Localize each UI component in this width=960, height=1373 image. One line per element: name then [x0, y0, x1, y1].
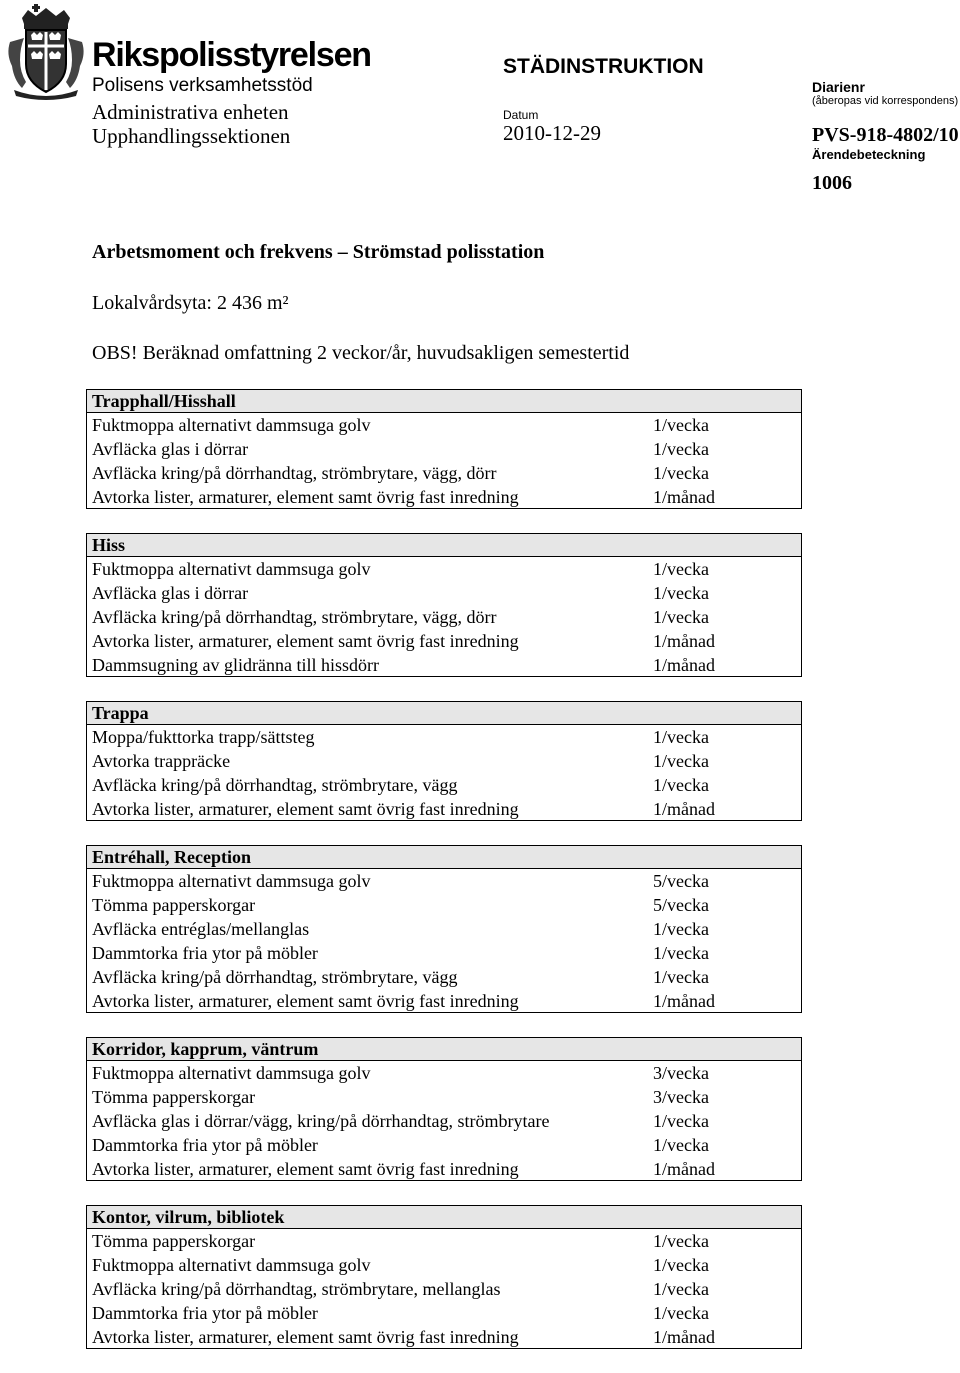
task-label: Avfläcka kring/på dörrhandtag, strömbrytare, vägg, dörr — [92, 607, 497, 627]
task-label: Fuktmoppa alternativt dammsuga golv — [92, 559, 371, 579]
task-frequency: 1/vecka — [653, 967, 709, 987]
task-row — [87, 1229, 801, 1253]
task-label: Tömma papperskorgar — [92, 1231, 256, 1251]
section-header: Entréhall, Reception — [87, 846, 801, 869]
task-row — [87, 869, 801, 893]
task-frequency: 1/månad — [653, 631, 715, 651]
task-row — [87, 1157, 801, 1180]
task-label: Avfläcka glas i dörrar — [92, 583, 249, 603]
section-list — [86, 389, 800, 1373]
task-row — [87, 1085, 801, 1109]
task-label: Avfläcka kring/på dörrhandtag, strömbrytare, mellanglas — [92, 1279, 501, 1299]
task-frequency: 1/vecka — [653, 1279, 709, 1299]
task-frequency: 3/vecka — [653, 1087, 709, 1107]
task-row — [87, 485, 801, 508]
task-label: Tömma papperskorgar — [92, 895, 256, 915]
section-header: Korridor, kapprum, väntrum — [87, 1038, 801, 1061]
task-frequency: 1/vecka — [653, 607, 709, 627]
task-frequency: 1/vecka — [653, 1255, 709, 1275]
task-row — [87, 941, 801, 965]
task-row — [87, 797, 801, 820]
task-frequency: 1/vecka — [653, 583, 709, 603]
section-header: Kontor, vilrum, bibliotek — [87, 1206, 801, 1229]
page-number: 1006 — [812, 172, 852, 194]
task-frequency: 1/månad — [653, 655, 715, 675]
task-section — [86, 845, 800, 1013]
date-label: Datum — [503, 108, 539, 122]
task-label: Avfläcka glas i dörrar — [92, 439, 249, 459]
task-frequency: 1/vecka — [653, 1231, 709, 1251]
task-frequency: 1/vecka — [653, 439, 709, 459]
task-table — [86, 1205, 802, 1349]
task-label: Fuktmoppa alternativt dammsuga golv — [92, 1255, 371, 1275]
task-frequency: 1/månad — [653, 991, 715, 1011]
task-row — [87, 557, 801, 581]
task-row — [87, 653, 801, 676]
task-row — [87, 893, 801, 917]
task-frequency: 1/vecka — [653, 775, 709, 795]
task-row — [87, 965, 801, 989]
task-frequency: 1/månad — [653, 799, 715, 819]
task-section — [86, 533, 800, 677]
task-row — [87, 773, 801, 797]
task-label: Avtorka lister, armaturer, element samt övrig fast inredning — [92, 1159, 519, 1179]
task-label: Avfläcka glas i dörrar/vägg, kring/på dörrhandtag, strömbrytare — [92, 1111, 550, 1131]
diarienr-value: PVS-918-4802/10 — [812, 124, 959, 146]
task-frequency: 1/vecka — [653, 919, 709, 939]
arende-label: Ärendebeteckning — [812, 147, 926, 162]
org-name: Rikspolisstyrelsen — [92, 36, 371, 74]
task-label: Dammtorka fria ytor på möbler — [92, 1303, 318, 1323]
task-label: Tömma papperskorgar — [92, 1087, 256, 1107]
task-section — [86, 389, 800, 509]
task-section — [86, 1205, 800, 1349]
task-label: Avfläcka kring/på dörrhandtag, strömbrytare, vägg — [92, 967, 458, 987]
task-section — [86, 1037, 800, 1181]
task-label: Fuktmoppa alternativt dammsuga golv — [92, 1063, 371, 1083]
task-label: Avfläcka kring/på dörrhandtag, strömbrytare, vägg — [92, 775, 458, 795]
task-row — [87, 1133, 801, 1157]
task-table — [86, 845, 802, 1013]
task-table — [86, 533, 802, 677]
task-frequency: 1/vecka — [653, 751, 709, 771]
department: Administrativa enheten — [92, 100, 289, 124]
task-label: Avtorka lister, armaturer, element samt övrig fast inredning — [92, 487, 519, 507]
task-frequency: 1/vecka — [653, 1135, 709, 1155]
task-row — [87, 1277, 801, 1301]
task-row — [87, 749, 801, 773]
task-frequency: 1/månad — [653, 487, 715, 507]
task-row — [87, 413, 801, 437]
task-label: Fuktmoppa alternativt dammsuga golv — [92, 871, 371, 891]
task-frequency: 3/vecka — [653, 1063, 709, 1083]
diarienr-note: (åberopas vid korrespondens) — [812, 95, 959, 107]
task-row — [87, 1061, 801, 1085]
task-label: Avtorka lister, armaturer, element samt övrig fast inredning — [92, 991, 519, 1011]
task-table — [86, 389, 802, 509]
task-label: Fuktmoppa alternativt dammsuga golv — [92, 415, 371, 435]
task-table — [86, 701, 802, 821]
police-emblem-logo — [4, 2, 88, 100]
task-row — [87, 1301, 801, 1325]
task-label: Avtorka lister, armaturer, element samt övrig fast inredning — [92, 1327, 519, 1347]
scope-note: OBS! Beräknad omfattning 2 veckor/år, huvudsakligen semestertid — [92, 342, 630, 364]
task-label: Dammsugning av glidränna till hissdörr — [92, 655, 379, 675]
task-frequency: 1/månad — [653, 1159, 715, 1179]
date-value: 2010-12-29 — [503, 121, 601, 145]
document-type: STÄDINSTRUKTION — [503, 55, 704, 78]
task-frequency: 5/vecka — [653, 871, 709, 891]
task-frequency: 5/vecka — [653, 895, 709, 915]
task-row — [87, 917, 801, 941]
task-row — [87, 1253, 801, 1277]
task-row — [87, 605, 801, 629]
task-row — [87, 581, 801, 605]
task-label: Dammtorka fria ytor på möbler — [92, 1135, 318, 1155]
task-table — [86, 1037, 802, 1181]
task-label: Moppa/fukttorka trapp/sättsteg — [92, 727, 315, 747]
task-row — [87, 461, 801, 485]
task-section — [86, 701, 800, 821]
task-frequency: 1/vecka — [653, 559, 709, 579]
section-header: Hiss — [87, 534, 801, 557]
task-row — [87, 437, 801, 461]
org-subtitle: Polisens verksamhetsstöd — [92, 75, 313, 96]
task-frequency: 1/månad — [653, 1327, 715, 1347]
task-row — [87, 629, 801, 653]
task-label: Dammtorka fria ytor på möbler — [92, 943, 318, 963]
task-row — [87, 725, 801, 749]
task-frequency: 1/vecka — [653, 1111, 709, 1131]
task-label: Avtorka lister, armaturer, element samt övrig fast inredning — [92, 799, 519, 819]
task-frequency: 1/vecka — [653, 1303, 709, 1323]
task-label: Avtorka trappräcke — [92, 751, 231, 771]
section-header: Trappa — [87, 702, 801, 725]
section-header: Trapphall/Hisshall — [87, 390, 801, 413]
department-section: Upphandlingssektionen — [92, 124, 291, 148]
task-row — [87, 1109, 801, 1133]
diarienr-label: Diarienr — [812, 79, 865, 95]
cleaning-area: Lokalvårdsyta: 2 436 m² — [92, 292, 289, 314]
task-label: Avtorka lister, armaturer, element samt övrig fast inredning — [92, 631, 519, 651]
task-frequency: 1/vecka — [653, 943, 709, 963]
task-frequency: 1/vecka — [653, 415, 709, 435]
document-title: Arbetsmoment och frekvens – Strömstad polisstation — [92, 241, 545, 263]
task-frequency: 1/vecka — [653, 727, 709, 747]
task-label: Avfläcka entréglas/mellanglas — [92, 919, 310, 939]
task-row — [87, 989, 801, 1012]
task-frequency: 1/vecka — [653, 463, 709, 483]
task-row — [87, 1325, 801, 1348]
task-label: Avfläcka kring/på dörrhandtag, strömbrytare, vägg, dörr — [92, 463, 497, 483]
